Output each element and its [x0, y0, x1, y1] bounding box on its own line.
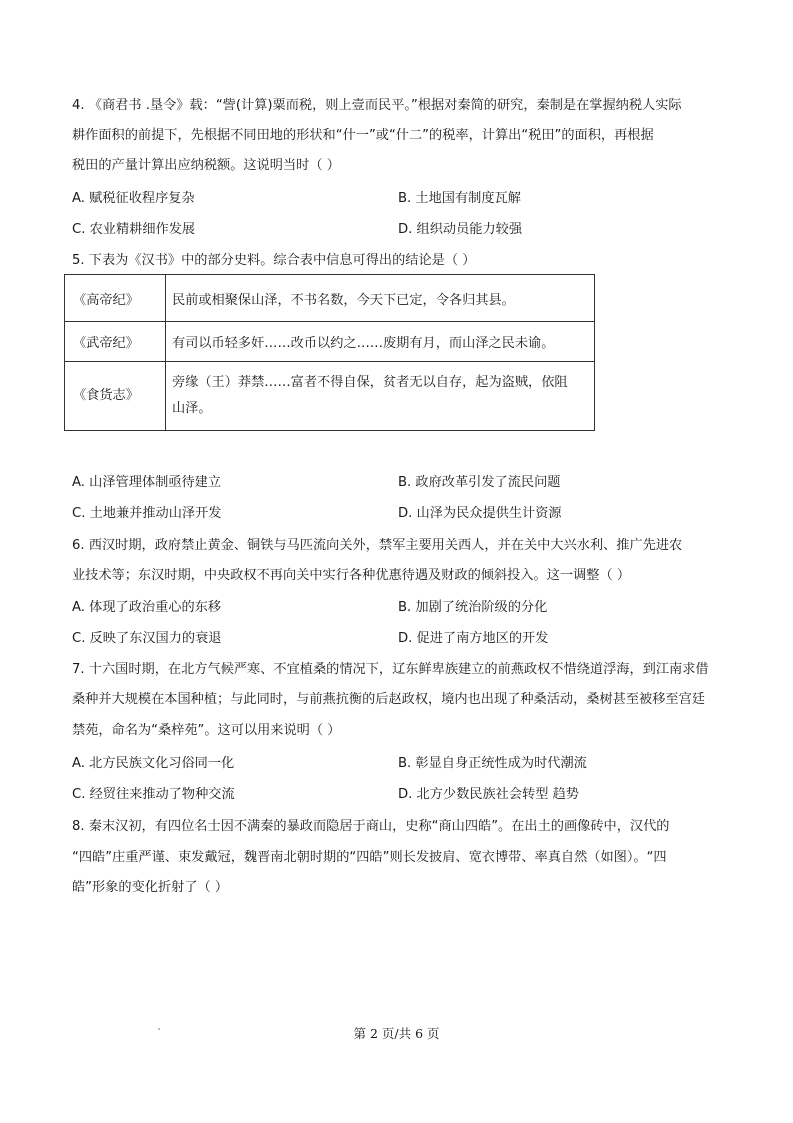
q6-option-b: B. 加剧了统治阶级的分化 — [398, 600, 548, 615]
source-name-cell: 《食货志》 — [65, 362, 166, 431]
q5-option-b: B. 政府改革引发了流民问题 — [398, 475, 561, 490]
table-row — [65, 362, 595, 431]
q7-stem-line-1: 7. 十六国时期，在北方气候严寒、不宜植桑的情况下，辽东鲜卑族建立的前燕政权不惜绕道浮海，到江南求借 — [72, 662, 709, 677]
q5-option-a: A. 山泽管理体制亟待建立 — [72, 475, 222, 490]
q4-option-d: D. 组织动员能力较强 — [398, 222, 523, 237]
q7-stem-line-3: 禁苑，命名为“桑梓苑”。这可以用来说明（ ） — [72, 723, 341, 738]
q6-stem-line-2: 业技术等；东汉时期，中央政权不再向关中实行各种优惠待遇及财政的倾斜投入。这一调整（ ） — [72, 568, 631, 583]
q7-option-b: B. 彰显自身正统性成为时代潮流 — [398, 756, 587, 771]
q5-stem: 5. 下表为《汉书》中的部分史料。综合表中信息可得出的结论是（ ） — [72, 253, 476, 268]
q8-stem-line-2: “四皓”庄重严谨、束发戴冠，魏晋南北朝时期的“四皓”则长发披肩、宽衣博带、率真自然（如图）。“四 — [72, 850, 667, 865]
source-text-line: 有司以币轻多奸……改币以约之……废期有月，而山泽之民未谕。 — [172, 336, 555, 351]
source-name-cell: 《武帝纪》 — [65, 322, 166, 362]
source-text-cell — [166, 322, 595, 362]
table-row — [65, 322, 595, 362]
q4-option-c: C. 农业精耕细作发展 — [72, 222, 196, 237]
q7-stem-line-2: 桑种并大规模在本国种植；与此同时，与前燕抗衡的后赵政权，境内也出现了种桑活动，桑树甚至被移至宫廷 — [72, 692, 705, 707]
source-text-line: 旁缘（王）莽禁……富者不得自保，贫者无以自存，起为盗贼，依阻 — [172, 375, 568, 390]
q6-stem-line-1: 6. 西汉时期，政府禁止黄金、铜铁与马匹流向关外，禁军主要用关西人，并在关中大兴水利、推广先进农 — [72, 538, 683, 553]
q4-stem-line-3: 税田的产量计算出应纳税额。这说明当时（ ） — [72, 158, 340, 173]
source-text-line: 山泽。 — [172, 401, 212, 416]
source-text-cell — [166, 362, 595, 431]
q7-option-c: C. 经贸往来推动了物种交流 — [72, 787, 235, 802]
q8-stem-line-3: 皓”形象的变化折射了（ ） — [72, 880, 229, 895]
q6-option-c: C. 反映了东汉国力的衰退 — [72, 631, 222, 646]
source-text-line: 民前或相聚保山泽，不书名数，今天下已定，令各归其县。 — [172, 292, 515, 308]
q5-source-table — [64, 274, 595, 431]
q4-stem-line-2: 耕作面积的前提下，先根据不同田地的形状和“什一”或“什二”的税率，计算出“税田”的面积，再根据 — [72, 128, 654, 143]
table-row — [65, 275, 595, 322]
q4-option-a: A. 赋税征收程序复杂 — [72, 191, 195, 206]
q5-option-d: D. 山泽为民众提供生计资源 — [398, 506, 562, 521]
q7-option-d: D. 北方少数民族社会转型 趋势 — [398, 787, 579, 802]
page-number: 第 2 页/共 6 页 — [353, 1026, 440, 1041]
q8-stem-line-1: 8. 秦末汉初，有四位名士因不满秦的暴政而隐居于商山，史称“商山四皓”。在出土的画像砖中，汉代的 — [72, 819, 670, 834]
q6-option-d: D. 促进了南方地区的开发 — [398, 631, 549, 646]
q4-option-b: B. 土地国有制度瓦解 — [398, 191, 521, 206]
q6-option-a: A. 体现了政治重心的东移 — [72, 600, 222, 615]
q7-option-a: A. 北方民族文化习俗同一化 — [72, 756, 235, 771]
source-name-cell: 《高帝纪》 — [65, 275, 166, 322]
q4-stem-line-1: 4. 《商君书 .垦令》载：“訾(计算)粟而税，则上壹而民平。”根据对秦简的研究，秦制是在掌握纳税人实际 — [72, 98, 682, 113]
source-text-cell — [166, 275, 595, 322]
q5-option-c: C. 土地兼并推动山泽开发 — [72, 506, 222, 521]
